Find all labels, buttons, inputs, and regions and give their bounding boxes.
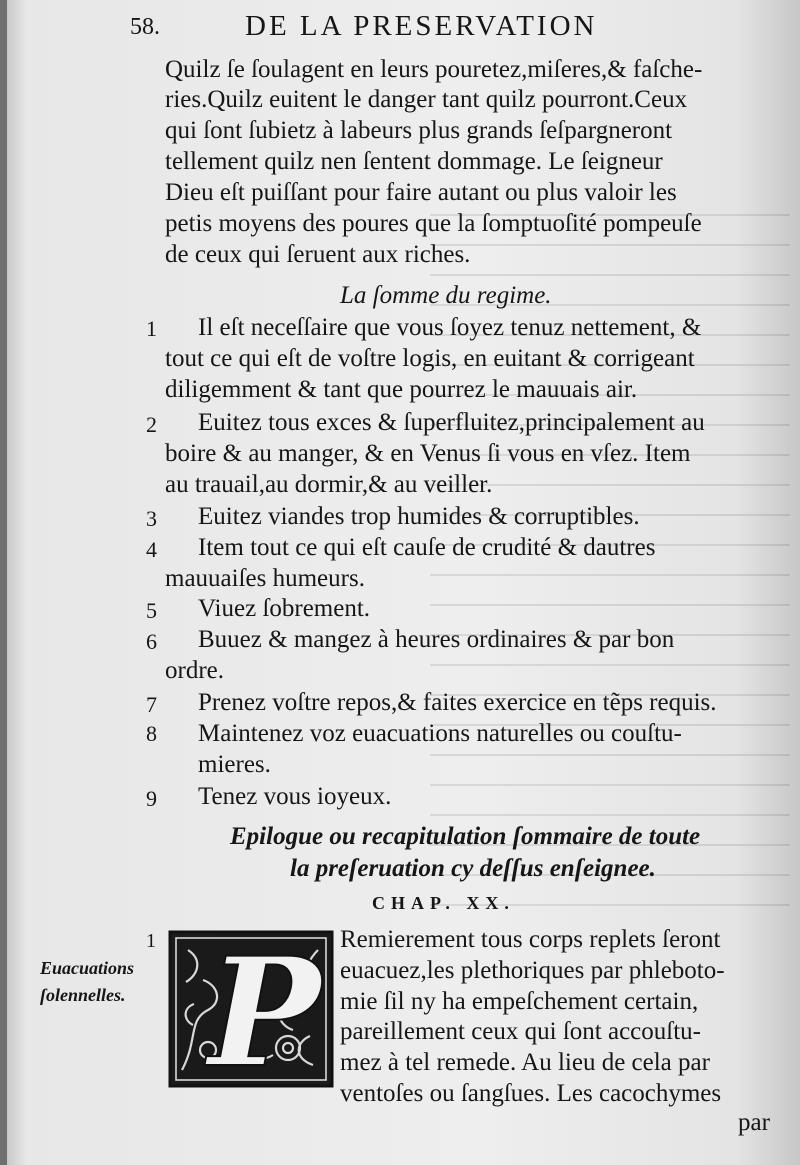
paragraph-line: pareillement ceux qui ſont accouſtu-: [340, 1018, 701, 1045]
paragraph-line: qui ſont ſubietz à labeurs plus grands ſeſpargneront: [165, 117, 673, 144]
paragraph-line: ventoſes ou ſangſues. Les cacochymes: [340, 1080, 722, 1107]
paragraph-line: de ceux qui ſeruent aux riches.: [165, 241, 471, 268]
epilogue-heading-line: la preſeruation cy deſſus enſeignee.: [290, 855, 656, 882]
folio-number: 58.: [130, 14, 160, 40]
paragraph-number: 1: [146, 930, 156, 952]
rule-line: boire & au manger, & en Venus ſi vous en vſez. Item: [165, 440, 691, 467]
rule-line: ordre.: [165, 657, 224, 684]
rule-number: 8: [146, 721, 157, 746]
initial-letter: P: [208, 930, 321, 1088]
paragraph-line: Dieu eſt puiſſant pour faire autant ou plus valoir les: [165, 179, 677, 206]
rule-line: tout ce qui eſt de voſtre logis, en euitant & corrigeant: [165, 345, 695, 372]
rule-line: au trauail,au dormir,& au veiller.: [165, 471, 493, 498]
rule-number: 7: [146, 692, 157, 717]
rule-number: 4: [146, 537, 157, 562]
rule-number: 3: [146, 506, 157, 531]
paragraph-line: mez à tel remede. Au lieu de cela par: [340, 1049, 710, 1076]
rule-line: Tenez vous ioyeux.: [198, 783, 392, 810]
rule-number: 2: [146, 412, 157, 437]
rule-line: mauuaiſes humeurs.: [165, 565, 365, 592]
rule-line: mieres.: [198, 751, 271, 778]
paragraph-line: ries.Quilz euitent le danger tant quilz pourront.Ceux: [165, 86, 688, 113]
running-title: DE LA PRESERVATION: [245, 10, 598, 42]
chapter-label: CHAP. XX.: [372, 893, 515, 913]
rule-number: 1: [146, 316, 157, 341]
rule-number: 9: [146, 786, 157, 811]
epilogue-heading-line: Epilogue ou recapitulation ſommaire de toute: [230, 823, 701, 850]
margin-note-line: ſolennelles.: [40, 985, 126, 1005]
rule-line: Maintenez voz euacuations naturelles ou couſtu-: [198, 720, 682, 747]
paragraph-line: mie ſil ny ha empeſchement certain,: [340, 988, 699, 1015]
section-heading: La ſomme du regime.: [340, 282, 552, 309]
rule-line: diligemment & tant que pourrez le mauuais air.: [165, 376, 638, 403]
rule-number: 6: [146, 629, 157, 654]
paragraph-line: Remierement tous corps replets ſeront: [340, 926, 721, 953]
paragraph-line: euacuez,les plethoriques par phleboto-: [340, 957, 725, 984]
paragraph-line: Quilz ſe ſoulagent en leurs pouretez,miſeres,& faſche-: [165, 56, 703, 83]
rule-line: Prenez voſtre repos,& faites exercice en tẽps requis.: [198, 689, 717, 716]
rule-number: 5: [146, 598, 157, 623]
rule-line: Euitez tous exces & ſuperfluitez,principalement au: [198, 409, 705, 436]
rule-line: Viuez ſobrement.: [198, 595, 371, 622]
margin-note-line: Euacuations: [40, 958, 135, 978]
paragraph-line: petis moyens des poures que la ſomptuoſité pompeuſe: [165, 210, 702, 237]
catchword: par: [738, 1109, 770, 1136]
rule-line: Euitez viandes trop humides & corruptibles.: [198, 503, 640, 530]
paragraph-line: tellement quilz nen ſentent dommage. Le ſeigneur: [165, 148, 663, 175]
rule-line: Buuez & mangez à heures ordinaires & par bon: [198, 626, 675, 653]
rule-line: Il eſt neceſſaire que vous ſoyez tenuz nettement, &: [198, 314, 702, 341]
rule-line: Item tout ce qui eſt cauſe de crudité & dautres: [198, 534, 656, 561]
